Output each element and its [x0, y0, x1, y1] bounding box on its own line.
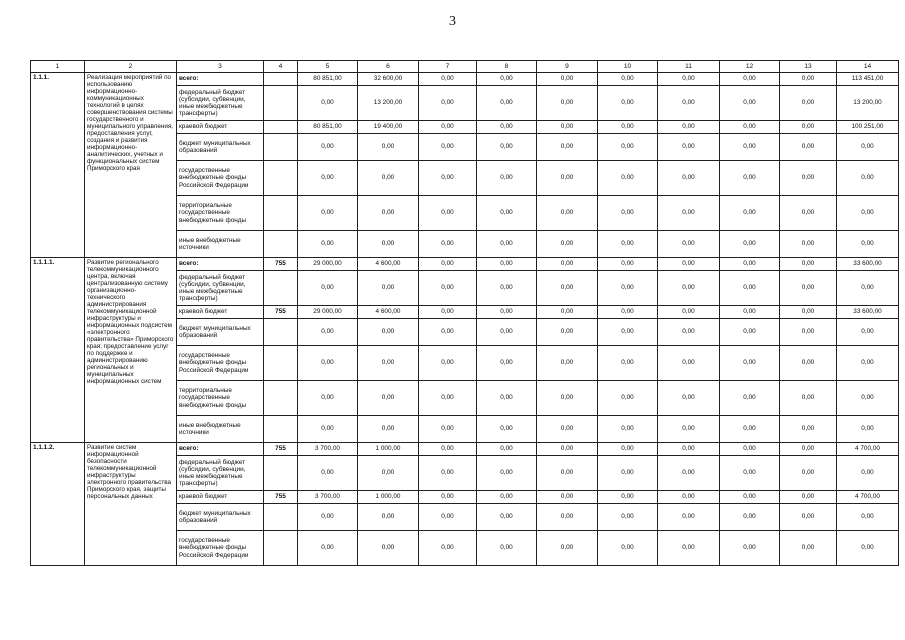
amount-cell: 0,00 [419, 456, 477, 491]
amount-cell: 0,00 [477, 381, 537, 416]
amount-cell: 0,00 [537, 306, 598, 319]
amount-cell: 0,00 [537, 231, 598, 258]
amount-cell: 0,00 [358, 161, 419, 196]
header-cell: 12 [720, 61, 780, 73]
amount-cell: 0,00 [720, 306, 780, 319]
amount-cell: 0,00 [298, 86, 358, 121]
amount-cell: 0,00 [780, 319, 837, 346]
amount-cell: 0,00 [298, 504, 358, 531]
funding-source: краевой бюджет [177, 306, 264, 319]
amount-cell: 0,00 [419, 73, 477, 86]
amount-cell: 0,00 [358, 504, 419, 531]
amount-cell: 4 700,00 [837, 443, 899, 456]
amount-cell: 4 700,00 [837, 491, 899, 504]
header-cell: 14 [837, 61, 899, 73]
amount-cell: 0,00 [477, 456, 537, 491]
amount-cell: 1 000,00 [358, 443, 419, 456]
amount-cell: 32 600,00 [358, 73, 419, 86]
amount-cell: 0,00 [537, 504, 598, 531]
amount-cell: 0,00 [537, 161, 598, 196]
funding-source: федеральный бюджет (субсидии, субвенции, иные межбюджетные трансферты) [177, 86, 264, 121]
amount-cell: 0,00 [837, 381, 899, 416]
header-cell: 1 [31, 61, 85, 73]
grbs-code [264, 319, 298, 346]
amount-cell: 0,00 [837, 346, 899, 381]
amount-cell: 0,00 [298, 196, 358, 231]
funding-source: федеральный бюджет (субсидии, субвенции, иные межбюджетные трансферты) [177, 456, 264, 491]
amount-cell: 0,00 [598, 271, 658, 306]
amount-cell: 0,00 [477, 491, 537, 504]
amount-cell: 0,00 [537, 319, 598, 346]
header-cell: 10 [598, 61, 658, 73]
amount-cell: 0,00 [298, 381, 358, 416]
amount-cell: 0,00 [598, 346, 658, 381]
item-code: 1.1.1.1. [31, 258, 85, 443]
item-name: Реализация мероприятий по использованию информационно-коммуникационных технологий в целях совершенствования системы государственного и муниципального управления, предоставления услуг, создания и развития информационно-аналитических, учетных и функциональных систем Приморского края [85, 73, 177, 258]
amount-cell: 0,00 [658, 416, 720, 443]
amount-cell: 0,00 [720, 231, 780, 258]
amount-cell: 0,00 [298, 134, 358, 161]
amount-cell: 0,00 [720, 258, 780, 271]
amount-cell: 0,00 [780, 456, 837, 491]
amount-cell: 4 600,00 [358, 306, 419, 319]
amount-cell: 0,00 [477, 161, 537, 196]
amount-cell: 0,00 [477, 86, 537, 121]
amount-cell: 0,00 [598, 491, 658, 504]
amount-cell: 0,00 [598, 504, 658, 531]
funding-source: бюджет муниципальных образований [177, 504, 264, 531]
amount-cell: 0,00 [537, 271, 598, 306]
amount-cell: 0,00 [477, 134, 537, 161]
grbs-code: 755 [264, 443, 298, 456]
amount-cell: 0,00 [780, 531, 837, 566]
amount-cell: 0,00 [298, 231, 358, 258]
page-number: 3 [449, 14, 456, 29]
amount-cell: 0,00 [780, 134, 837, 161]
amount-cell: 0,00 [658, 456, 720, 491]
grbs-code [264, 381, 298, 416]
funding-source: территориальные государственные внебюджетные фонды [177, 196, 264, 231]
header-cell: 3 [177, 61, 264, 73]
amount-cell: 0,00 [780, 306, 837, 319]
amount-cell: 0,00 [358, 231, 419, 258]
amount-cell: 0,00 [598, 161, 658, 196]
amount-cell: 13 200,00 [837, 86, 899, 121]
amount-cell: 0,00 [837, 531, 899, 566]
amount-cell: 29 000,00 [298, 258, 358, 271]
amount-cell: 0,00 [477, 306, 537, 319]
item-code: 1.1.1.2. [31, 443, 85, 566]
funding-source: краевой бюджет [177, 121, 264, 134]
amount-cell: 0,00 [720, 319, 780, 346]
amount-cell: 0,00 [780, 271, 837, 306]
amount-cell: 113 451,00 [837, 73, 899, 86]
amount-cell: 0,00 [780, 504, 837, 531]
amount-cell: 0,00 [780, 416, 837, 443]
amount-cell: 0,00 [720, 196, 780, 231]
amount-cell: 0,00 [598, 73, 658, 86]
grbs-code [264, 161, 298, 196]
amount-cell: 0,00 [720, 161, 780, 196]
amount-cell: 0,00 [419, 381, 477, 416]
amount-cell: 0,00 [720, 456, 780, 491]
amount-cell: 0,00 [720, 121, 780, 134]
amount-cell: 0,00 [537, 121, 598, 134]
grbs-code [264, 86, 298, 121]
amount-cell: 0,00 [837, 161, 899, 196]
amount-cell: 0,00 [658, 531, 720, 566]
amount-cell: 0,00 [477, 346, 537, 381]
funding-source: государственные внебюджетные фонды Российской Федерации [177, 346, 264, 381]
funding-source: бюджет муниципальных образований [177, 319, 264, 346]
amount-cell: 0,00 [720, 531, 780, 566]
amount-cell: 0,00 [419, 86, 477, 121]
amount-cell: 0,00 [537, 381, 598, 416]
funding-source: бюджет муниципальных образований [177, 134, 264, 161]
amount-cell: 0,00 [658, 161, 720, 196]
header-cell: 9 [537, 61, 598, 73]
amount-cell: 1 000,00 [358, 491, 419, 504]
funding-source: федеральный бюджет (субсидии, субвенции, иные межбюджетные трансферты) [177, 271, 264, 306]
amount-cell: 0,00 [419, 531, 477, 566]
amount-cell: 0,00 [537, 456, 598, 491]
header-cell: 11 [658, 61, 720, 73]
amount-cell: 0,00 [477, 319, 537, 346]
grbs-code [264, 504, 298, 531]
amount-cell: 0,00 [419, 416, 477, 443]
amount-cell: 0,00 [598, 443, 658, 456]
funding-source: всего: [177, 258, 264, 271]
funding-source: государственные внебюджетные фонды Российской Федерации [177, 531, 264, 566]
amount-cell: 0,00 [419, 346, 477, 381]
amount-cell: 0,00 [837, 134, 899, 161]
amount-cell: 0,00 [598, 531, 658, 566]
amount-cell: 0,00 [298, 271, 358, 306]
amount-cell: 0,00 [780, 231, 837, 258]
item-code: 1.1.1. [31, 73, 85, 258]
amount-cell: 0,00 [477, 443, 537, 456]
amount-cell: 0,00 [780, 258, 837, 271]
amount-cell: 0,00 [780, 346, 837, 381]
amount-cell: 0,00 [358, 196, 419, 231]
table-row [31, 73, 899, 86]
amount-cell: 0,00 [358, 271, 419, 306]
amount-cell: 0,00 [598, 86, 658, 121]
amount-cell: 0,00 [537, 491, 598, 504]
amount-cell: 0,00 [419, 258, 477, 271]
grbs-code [264, 196, 298, 231]
amount-cell: 0,00 [658, 346, 720, 381]
amount-cell: 0,00 [477, 531, 537, 566]
amount-cell: 4 600,00 [358, 258, 419, 271]
amount-cell: 0,00 [358, 416, 419, 443]
amount-cell: 0,00 [658, 86, 720, 121]
amount-cell: 0,00 [658, 504, 720, 531]
amount-cell: 0,00 [537, 416, 598, 443]
amount-cell: 0,00 [537, 346, 598, 381]
amount-cell: 0,00 [419, 196, 477, 231]
amount-cell: 0,00 [598, 231, 658, 258]
grbs-code [264, 121, 298, 134]
amount-cell: 0,00 [780, 73, 837, 86]
amount-cell: 0,00 [837, 456, 899, 491]
budget-table [30, 60, 899, 566]
amount-cell: 0,00 [419, 121, 477, 134]
grbs-code [264, 531, 298, 566]
amount-cell: 0,00 [598, 381, 658, 416]
amount-cell: 0,00 [720, 86, 780, 121]
amount-cell: 0,00 [658, 491, 720, 504]
amount-cell: 0,00 [537, 86, 598, 121]
funding-source: краевой бюджет [177, 491, 264, 504]
amount-cell: 0,00 [537, 134, 598, 161]
amount-cell: 33 600,00 [837, 258, 899, 271]
amount-cell: 0,00 [537, 258, 598, 271]
amount-cell: 0,00 [837, 319, 899, 346]
amount-cell: 0,00 [780, 381, 837, 416]
amount-cell: 0,00 [780, 86, 837, 121]
amount-cell: 0,00 [298, 346, 358, 381]
amount-cell: 0,00 [658, 381, 720, 416]
amount-cell: 0,00 [720, 491, 780, 504]
amount-cell: 0,00 [419, 319, 477, 346]
amount-cell: 0,00 [780, 121, 837, 134]
amount-cell: 0,00 [720, 346, 780, 381]
amount-cell: 0,00 [780, 196, 837, 231]
funding-source: всего: [177, 73, 264, 86]
grbs-code [264, 346, 298, 381]
amount-cell: 0,00 [720, 504, 780, 531]
amount-cell: 0,00 [837, 196, 899, 231]
amount-cell: 0,00 [358, 134, 419, 161]
amount-cell: 3 700,00 [298, 491, 358, 504]
amount-cell: 0,00 [658, 306, 720, 319]
header-cell: 4 [264, 61, 298, 73]
amount-cell: 0,00 [419, 504, 477, 531]
amount-cell: 0,00 [477, 196, 537, 231]
funding-source: иные внебюджетные источники [177, 231, 264, 258]
header-cell: 2 [85, 61, 177, 73]
amount-cell: 80 851,00 [298, 121, 358, 134]
amount-cell: 0,00 [537, 531, 598, 566]
table-row [31, 258, 899, 271]
funding-source: государственные внебюджетные фонды Российской Федерации [177, 161, 264, 196]
amount-cell: 0,00 [298, 319, 358, 346]
amount-cell: 0,00 [720, 271, 780, 306]
grbs-code [264, 456, 298, 491]
amount-cell: 0,00 [780, 491, 837, 504]
amount-cell: 0,00 [419, 134, 477, 161]
amount-cell: 0,00 [720, 381, 780, 416]
amount-cell: 0,00 [298, 161, 358, 196]
amount-cell: 0,00 [477, 121, 537, 134]
header-cell: 6 [358, 61, 419, 73]
amount-cell: 0,00 [598, 306, 658, 319]
item-name: Развитие систем информационной безопасности телекоммуникационной инфраструктуры электронного правительства Приморского края, защиты персональных данных [85, 443, 177, 566]
amount-cell: 0,00 [419, 231, 477, 258]
amount-cell: 80 851,00 [298, 73, 358, 86]
grbs-code [264, 73, 298, 86]
header-cell: 13 [780, 61, 837, 73]
amount-cell: 0,00 [598, 319, 658, 346]
amount-cell: 0,00 [477, 231, 537, 258]
amount-cell: 0,00 [598, 416, 658, 443]
amount-cell: 0,00 [720, 73, 780, 86]
amount-cell: 0,00 [658, 73, 720, 86]
header-cell: 7 [419, 61, 477, 73]
amount-cell: 0,00 [658, 231, 720, 258]
amount-cell: 0,00 [658, 271, 720, 306]
amount-cell: 0,00 [419, 306, 477, 319]
amount-cell: 0,00 [598, 196, 658, 231]
amount-cell: 0,00 [598, 134, 658, 161]
grbs-code [264, 416, 298, 443]
amount-cell: 0,00 [658, 443, 720, 456]
funding-source: территориальные государственные внебюджетные фонды [177, 381, 264, 416]
amount-cell: 0,00 [598, 258, 658, 271]
amount-cell: 0,00 [837, 504, 899, 531]
grbs-code: 755 [264, 491, 298, 504]
amount-cell: 0,00 [720, 443, 780, 456]
amount-cell: 0,00 [598, 121, 658, 134]
amount-cell: 29 000,00 [298, 306, 358, 319]
amount-cell: 0,00 [477, 258, 537, 271]
grbs-code: 755 [264, 258, 298, 271]
amount-cell: 0,00 [298, 456, 358, 491]
amount-cell: 0,00 [477, 271, 537, 306]
amount-cell: 0,00 [477, 73, 537, 86]
amount-cell: 0,00 [837, 231, 899, 258]
amount-cell: 0,00 [358, 456, 419, 491]
amount-cell: 0,00 [658, 196, 720, 231]
funding-source: иные внебюджетные источники [177, 416, 264, 443]
amount-cell: 0,00 [419, 443, 477, 456]
amount-cell: 0,00 [720, 134, 780, 161]
amount-cell: 0,00 [780, 161, 837, 196]
amount-cell: 0,00 [537, 443, 598, 456]
amount-cell: 0,00 [780, 443, 837, 456]
table-row [31, 443, 899, 456]
item-name: Развитие регионального телекоммуникационного центра, включая централизованную систему организационно-технического администрирования телекоммуникационной инфраструктуры и информационных подсистем «электронного правительства» Приморского края; предоставление услуг по поддержке и администрированию региональных и муниципальных информационных систем [85, 258, 177, 443]
amount-cell: 13 200,00 [358, 86, 419, 121]
amount-cell: 0,00 [477, 504, 537, 531]
header-cell: 5 [298, 61, 358, 73]
header-row [31, 61, 899, 73]
amount-cell: 3 700,00 [298, 443, 358, 456]
amount-cell: 0,00 [358, 381, 419, 416]
funding-source: всего: [177, 443, 264, 456]
amount-cell: 0,00 [358, 531, 419, 566]
amount-cell: 0,00 [658, 134, 720, 161]
amount-cell: 0,00 [598, 456, 658, 491]
amount-cell: 100 251,00 [837, 121, 899, 134]
amount-cell: 0,00 [658, 319, 720, 346]
amount-cell: 0,00 [658, 258, 720, 271]
grbs-code [264, 271, 298, 306]
amount-cell: 0,00 [477, 416, 537, 443]
amount-cell: 0,00 [658, 121, 720, 134]
amount-cell: 33 600,00 [837, 306, 899, 319]
amount-cell: 19 400,00 [358, 121, 419, 134]
grbs-code [264, 231, 298, 258]
grbs-code [264, 134, 298, 161]
amount-cell: 0,00 [298, 416, 358, 443]
amount-cell: 0,00 [419, 161, 477, 196]
amount-cell: 0,00 [419, 491, 477, 504]
amount-cell: 0,00 [537, 73, 598, 86]
grbs-code: 755 [264, 306, 298, 319]
amount-cell: 0,00 [358, 346, 419, 381]
header-cell: 8 [477, 61, 537, 73]
amount-cell: 0,00 [720, 416, 780, 443]
amount-cell: 0,00 [837, 271, 899, 306]
amount-cell: 0,00 [358, 319, 419, 346]
amount-cell: 0,00 [298, 531, 358, 566]
amount-cell: 0,00 [419, 271, 477, 306]
amount-cell: 0,00 [837, 416, 899, 443]
amount-cell: 0,00 [537, 196, 598, 231]
